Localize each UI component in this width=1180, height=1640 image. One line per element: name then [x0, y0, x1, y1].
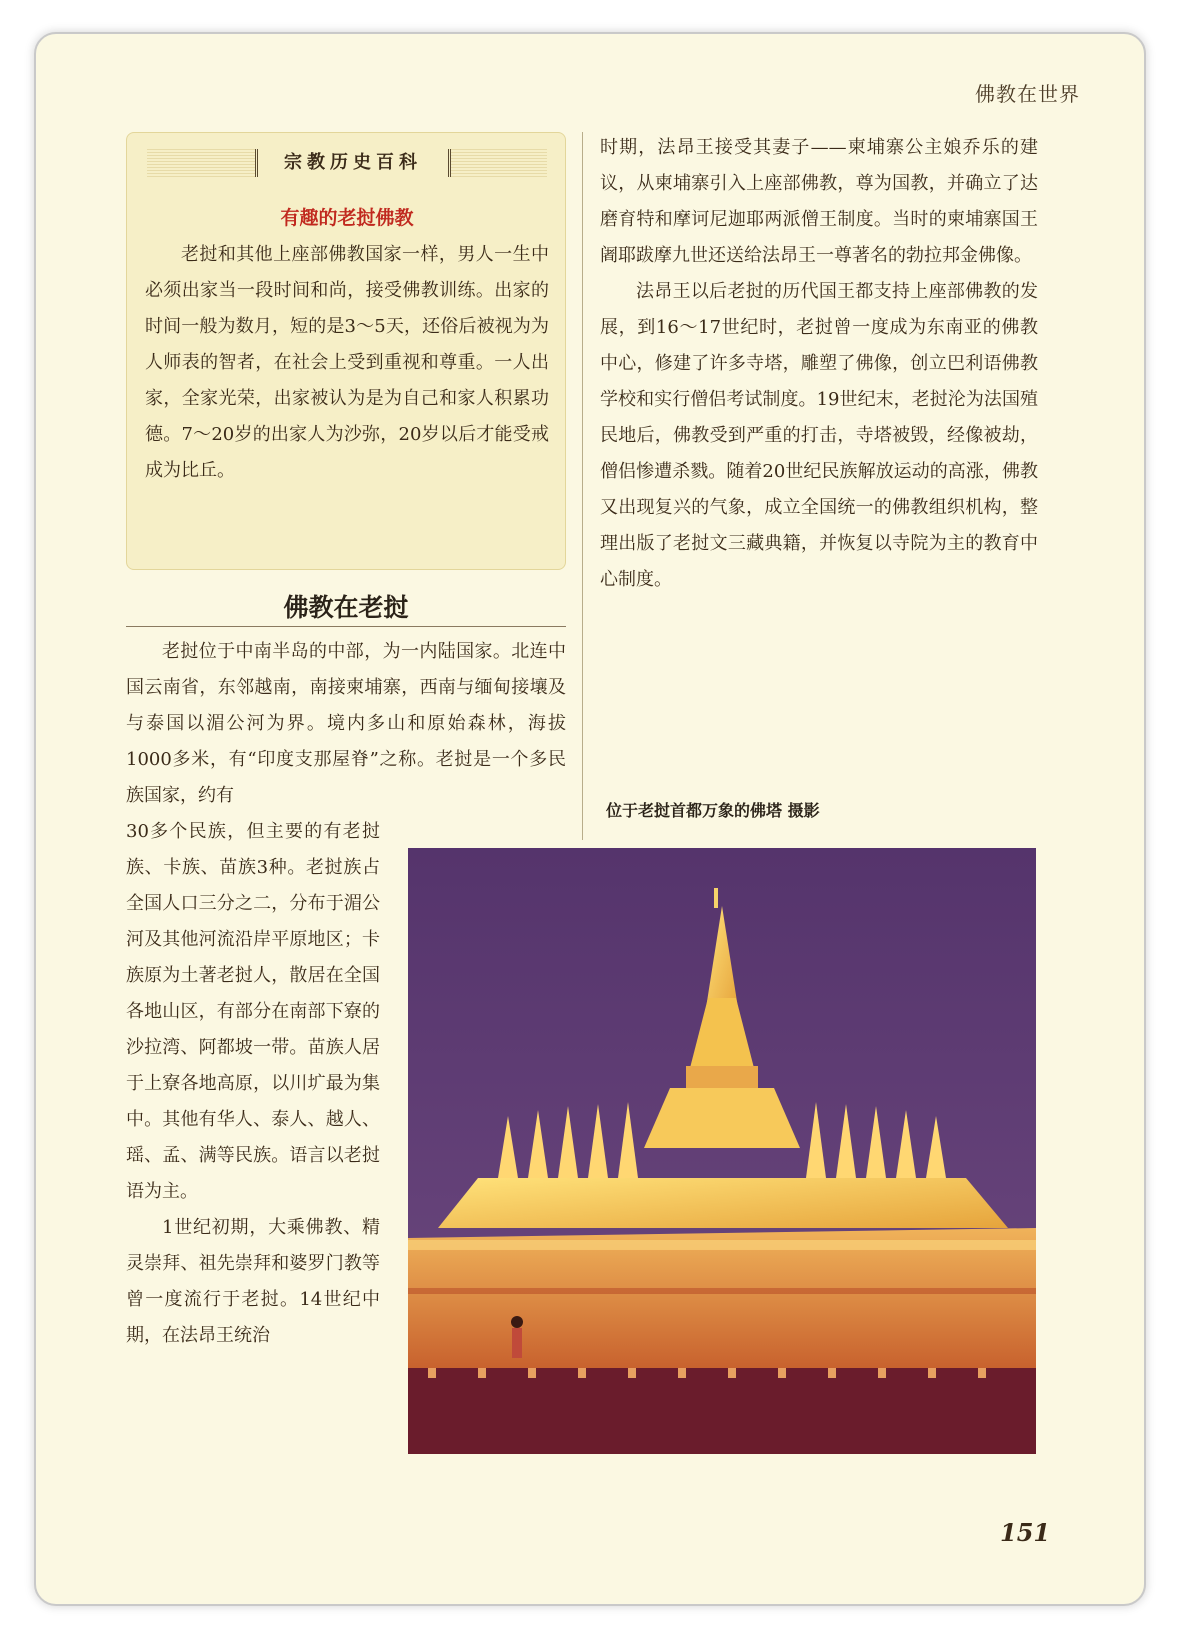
running-head: 佛教在世界: [975, 82, 1080, 106]
paragraph-continued: 时期，法昂王接受其妻子——柬埔寨公主娘乔乐的建议，从柬埔寨引入上座部佛教，尊为国教，并确立了达磨育特和摩诃尼迦耶两派僧王制度。当时的柬埔寨国王阇耶跋摩九世还送给法昂王一尊著名的勃拉邦金佛像。: [600, 137, 1038, 266]
column-divider: [582, 132, 583, 840]
left-column-top: [126, 634, 566, 814]
temple-photo: [408, 848, 1036, 1454]
right-column: [600, 130, 1038, 598]
sidebar-body: 老挝和其他上座部佛教国家一样，男人一生中必须出家当一段时间和尚，接受佛教训练。出家的时间一般为数月，短的是3～5天，还俗后被视为为人师表的智者，在社会上受到重视和尊重。一人出家，全家光荣，出家被认为是为自己和家人积累功德。7～20岁的出家人为沙弥，20岁以后才能受戒成为比丘。: [145, 244, 549, 481]
paragraph: 法昂王以后老挝的历代国王都支持上座部佛教的发展，到16～17世纪时，老挝曾一度成为东南亚的佛教中心，修建了许多寺塔，雕塑了佛像，创立巴利语佛教学校和实行僧侣考试制度。19世纪末，老挝沦为法国殖民地后，佛教受到严重的打击，寺塔被毁，经像被劫，僧侣惨遭杀戮。随着20世纪民族解放运动的高涨，佛教又出现复兴的气象，成立全国统一的佛教组织机构，整理出版了老挝文三藏典籍，并恢复以寺院为主的教育中心制度。: [600, 281, 1038, 590]
paragraph: 老挝位于中南半岛的中部，为一内陆国家。北连中国云南省，东邻越南，南接柬埔寨，西南与缅甸接壤及与泰国以湄公河为界。境内多山和原始森林，海拔1000多米，有“印度支那屋脊”之称。老挝是一个多民族国家，约有: [126, 641, 566, 806]
section-rule: [126, 626, 566, 627]
sidebar-header-label: 宗教历史百科: [255, 149, 451, 177]
sidebar-box: [126, 132, 566, 570]
sidebar-header-band: [147, 149, 547, 177]
page-number: 151: [1000, 1518, 1051, 1547]
photo-caption: 位于老挝首都万象的佛塔 摄影: [606, 801, 820, 820]
paragraph-continued: 30多个民族，但主要的有老挝族、卡族、苗族3种。老挝族占全国人口三分之二，分布于湄公河及其他河流沿岸平原地区；卡族原为土著老挝人，散居在全国各地山区，有部分在南部下寮的沙拉湾、阿都坡一带。苗族人居于上寮各地高原，以川圹最为集中。其他有华人、泰人、越人、瑶、孟、满等民族。语言以老挝语为主。: [126, 821, 380, 1202]
left-column-narrow: [126, 814, 380, 1354]
stupa-illustration: [408, 848, 1036, 1454]
sidebar-title: 有趣的老挝佛教: [280, 207, 414, 229]
section-title: 佛教在老挝: [283, 593, 409, 622]
paragraph: 1世纪初期，大乘佛教、精灵崇拜、祖先崇拜和婆罗门教等曾一度流行于老挝。14世纪中期，在法昂王统治: [126, 1217, 380, 1346]
